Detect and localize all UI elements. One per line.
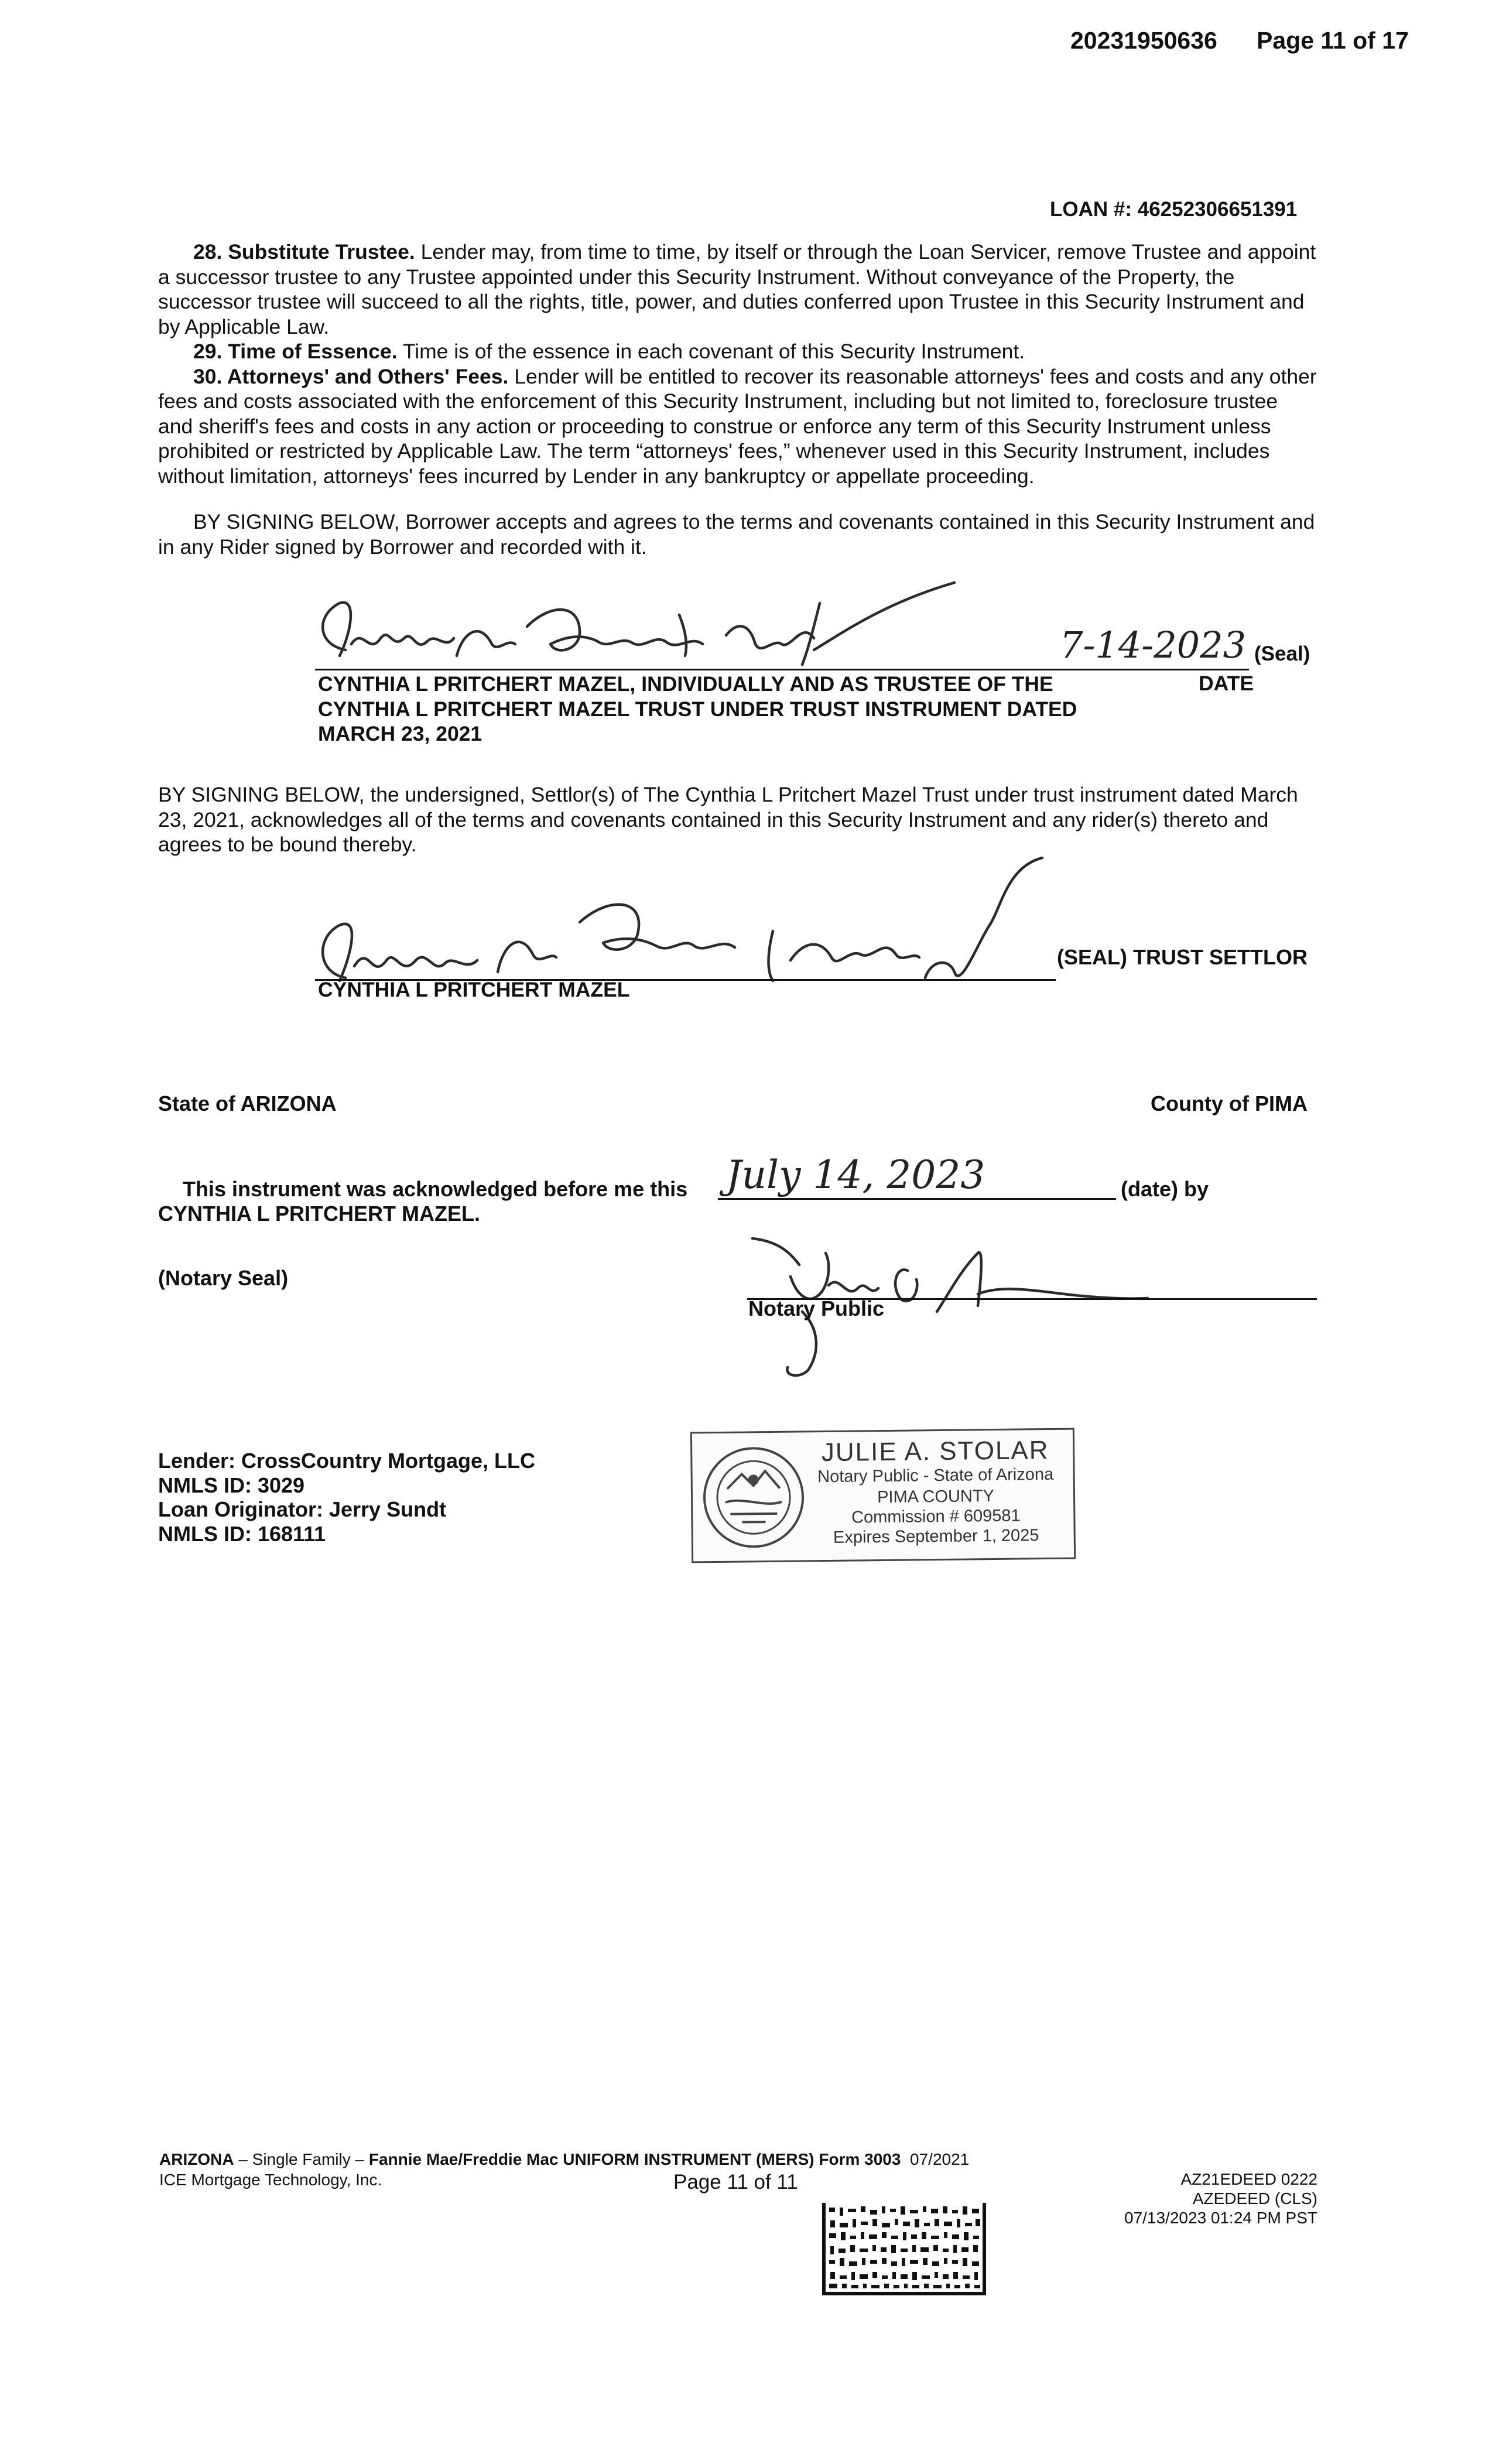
section-28 xyxy=(158,239,1317,339)
notary-seal-label: (Notary Seal) xyxy=(158,1266,289,1290)
document-number: 20231950636 xyxy=(1070,27,1217,54)
footer-desc-2: Fannie Mae/Freddie Mac UNIFORM INSTRUMENT (MERS) Form 3003 xyxy=(368,2150,901,2168)
stamp-title: Notary Public - State of Arizona xyxy=(817,1464,1054,1487)
section-30-text: Lender will be entitled to recover its reasonable attorneys' fees and costs and any other fees and costs associated with the enforcement of this Security Instrument, including but not limited to, foreclosure trustee and sheriff's fees and costs in any action or proceeding to construe or enforce any term of this Security Instrument unless prohibited or restricted by Applicable Law. The term “attorneys' fees,” whenever used in this Security Instrument, includes without limitation, attorneys' fees incurred by Lender in any bankruptcy or appellate proceeding. xyxy=(158,364,1317,488)
page-indicator: Page 11 of 17 xyxy=(1257,27,1409,54)
originator-nmls: NMLS ID: 168111 xyxy=(158,1521,326,1546)
section-28-text: Lender may, from time to time, by itself or through the Loan Servicer, remove Trustee and appoint a successor trustee to any Trustee appointed under this Security Instrument. Without conveyance of the Property, the successor trustee will succeed to all the rights, title, power, and duties conferred upon Trustee in this Security Instrument and by Applicable Law. xyxy=(158,240,1316,338)
settlor-signature xyxy=(304,855,1113,990)
section-28-heading: 28. Substitute Trustee. xyxy=(193,240,415,263)
signer-name-line-3: MARCH 23, 2021 xyxy=(318,722,482,745)
date-label: DATE xyxy=(1199,672,1254,695)
signature-date-handwritten: 7-14-2023 xyxy=(1060,624,1247,666)
loan-originator: Loan Originator: Jerry Sundt xyxy=(158,1497,447,1521)
notary-stamp xyxy=(690,1428,1076,1563)
notary-ack-suffix: (date) by xyxy=(1121,1177,1209,1201)
section-29-heading: 29. Time of Essence. xyxy=(193,340,398,363)
borrower-acknowledgement xyxy=(158,509,1317,559)
notary-date-line xyxy=(718,1198,1116,1200)
signature-line-1 xyxy=(315,669,1249,670)
settlor-acknowledgement xyxy=(158,782,1317,857)
notary-public-label: Notary Public xyxy=(748,1296,885,1320)
borrower-ack-text: BY SIGNING BELOW, Borrower accepts and agrees to the terms and covenants contained in this Security Instrument and in any Rider signed by Borrower and recorded with it. xyxy=(158,510,1315,559)
notary-county: County of PIMA xyxy=(1151,1091,1308,1115)
barcode-icon xyxy=(822,2203,986,2295)
footer-code-1: AZ21EDEED 0222 xyxy=(1180,2170,1317,2188)
borrower-signature xyxy=(304,580,1007,673)
footer-form-date: 07/2021 xyxy=(910,2150,970,2168)
stamp-name: JULIE A. STOLAR xyxy=(821,1436,1049,1467)
section-30 xyxy=(158,364,1317,489)
settlor-ack-text: BY SIGNING BELOW, the undersigned, Settlor(s) of The Cynthia L Pritchert Mazel Trust under trust instrument dated March 23, 2021, acknowledges all of the terms and covenants contained in this Security Instrument and any rider(s) thereto and agrees to be bound thereby. xyxy=(158,783,1298,856)
settlor-name: CYNTHIA L PRITCHERT MAZEL xyxy=(318,978,630,1001)
trust-settlor-label: (SEAL) TRUST SETTLOR xyxy=(1057,945,1308,969)
section-29-text: Time is of the essence in each covenant of this Security Instrument. xyxy=(402,340,1025,363)
section-29 xyxy=(158,339,1317,364)
lender-info xyxy=(158,1449,535,1546)
footer-form-line xyxy=(159,2150,969,2169)
signer-name-line-2: CYNTHIA L PRITCHERT MAZEL TRUST UNDER TRUST INSTRUMENT DATED xyxy=(318,697,1077,721)
loan-number: LOAN #: 46252306651391 xyxy=(1050,198,1298,221)
signer-name-line-1: CYNTHIA L PRITCHERT MAZEL, INDIVIDUALLY AND AS TRUSTEE OF THE xyxy=(318,672,1053,696)
stamp-commission: Commission # 609581 xyxy=(851,1506,1021,1527)
covenant-sections xyxy=(158,239,1317,488)
footer-vendor: ICE Mortgage Technology, Inc. xyxy=(159,2171,382,2189)
footer-code-2: AZEDEED (CLS) xyxy=(1192,2189,1317,2208)
lender-nmls: NMLS ID: 3029 xyxy=(158,1473,305,1497)
notary-state: State of ARIZONA xyxy=(158,1091,337,1115)
notary-date-handwritten: July 14, 2023 xyxy=(726,1152,985,1197)
state-seal-icon xyxy=(700,1444,807,1551)
lender-name: Lender: CrossCountry Mortgage, LLC xyxy=(158,1449,536,1473)
seal-label: (Seal) xyxy=(1254,642,1310,665)
section-30-heading: 30. Attorneys' and Others' Fees. xyxy=(193,364,509,388)
footer-desc-1: – Single Family – xyxy=(234,2150,369,2168)
signer-name-block xyxy=(318,672,1077,747)
notary-party: CYNTHIA L PRITCHERT MAZEL. xyxy=(158,1202,480,1226)
footer-codes xyxy=(1089,2169,1317,2227)
footer-state: ARIZONA xyxy=(159,2150,234,2168)
stamp-county: PIMA COUNTY xyxy=(877,1487,995,1507)
footer-page: Page 11 of 11 xyxy=(673,2171,798,2193)
stamp-expiration: Expires September 1, 2025 xyxy=(833,1526,1039,1547)
footer-timestamp: 07/13/2023 01:24 PM PST xyxy=(1124,2209,1317,2227)
notary-ack-prefix: This instrument was acknowledged before me this xyxy=(183,1177,688,1201)
